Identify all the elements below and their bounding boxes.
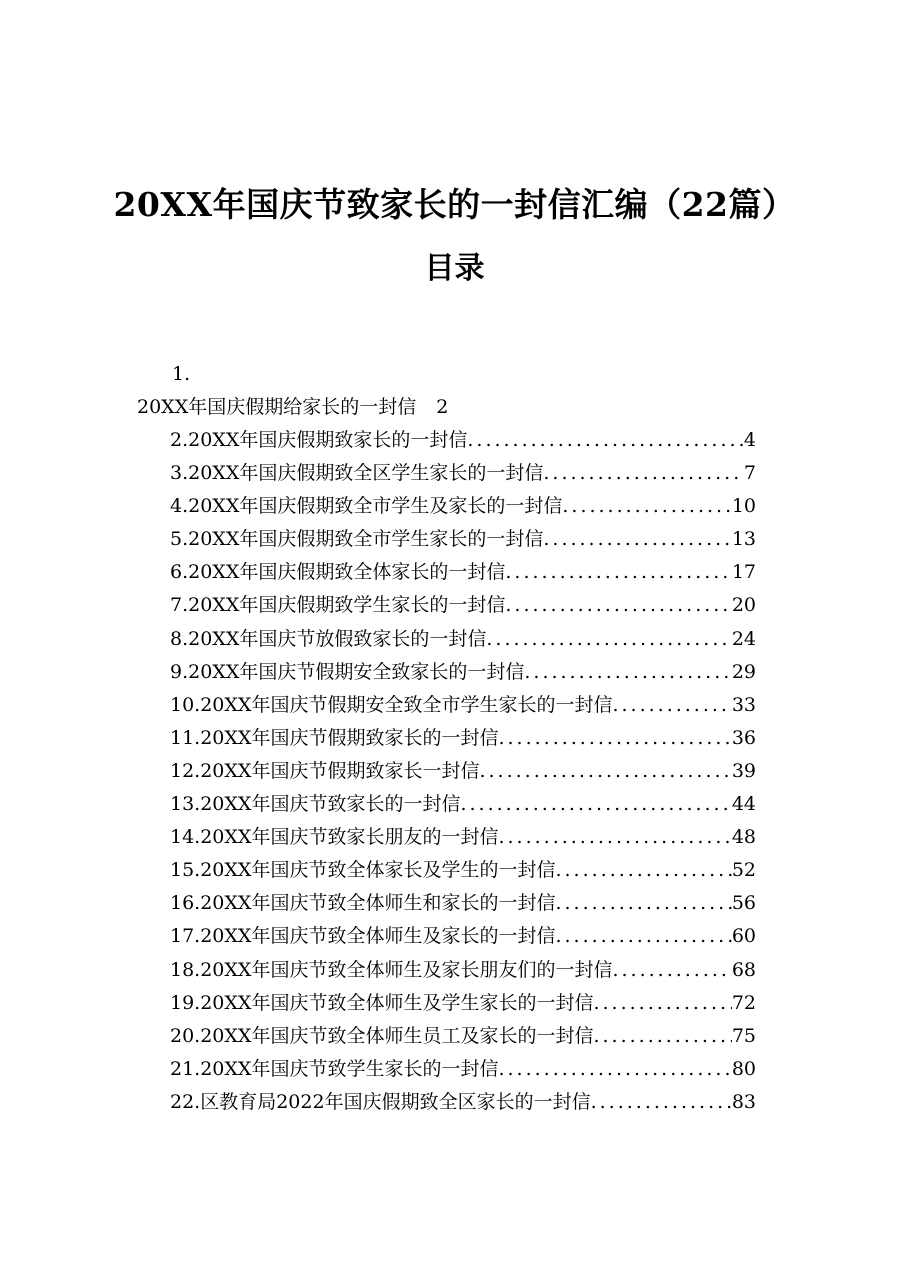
toc-entry-text: 5.20XX年国庆假期致全市学生家长的一封信 — [170, 528, 544, 551]
toc-entry-page: 60 — [731, 925, 756, 948]
toc-entry[interactable] — [170, 658, 756, 691]
toc-entry-text: 11.20XX年国庆节假期致家长的一封信 — [170, 726, 499, 749]
toc-entry-page: 24 — [731, 627, 756, 650]
toc-entry[interactable] — [170, 691, 756, 724]
toc-entry[interactable] — [170, 591, 756, 624]
toc-entry[interactable] — [170, 426, 756, 459]
toc-entry-page: 39 — [731, 759, 756, 782]
toc-entry-page: 2 — [436, 396, 449, 418]
toc-entry[interactable] — [170, 922, 756, 955]
toc-entry-text: 12.20XX年国庆节假期致家长一封信 — [170, 759, 480, 782]
toc-entry-page: 72 — [731, 991, 756, 1014]
toc-dot-leader — [593, 1022, 731, 1050]
toc-dot-leader — [498, 1055, 731, 1083]
toc-first-entry-number: 1. — [172, 363, 191, 385]
toc-entry-page: 44 — [731, 793, 756, 816]
toc-dot-leader — [498, 724, 731, 752]
toc-dot-leader — [555, 922, 731, 950]
toc-dot-leader — [498, 823, 731, 851]
toc-entry-page: 80 — [731, 1057, 756, 1080]
toc-entry-text: 15.20XX年国庆节致全体家长及学生的一封信 — [170, 859, 556, 882]
toc-entry[interactable] — [170, 625, 756, 658]
toc-entry-text: 6.20XX年国庆假期致全体家长的一封信 — [170, 561, 506, 584]
toc-entry-text: 2.20XX年国庆假期致家长的一封信 — [170, 429, 468, 451]
toc-entry-page: 56 — [731, 892, 756, 915]
toc-entry[interactable] — [170, 889, 756, 922]
table-of-contents — [170, 426, 756, 1121]
toc-dot-leader — [612, 956, 731, 984]
toc-entry[interactable] — [170, 459, 756, 492]
toc-entry[interactable] — [170, 823, 756, 856]
toc-dot-leader — [467, 426, 744, 454]
toc-entry-text: 20.20XX年国庆节致全体师生员工及家长的一封信 — [170, 1024, 594, 1047]
toc-entry-text: 17.20XX年国庆节致全体师生及家长的一封信 — [170, 925, 556, 948]
toc-entry-text: 18.20XX年国庆节致全体师生及家长朋友们的一封信 — [170, 958, 613, 981]
toc-entry-text: 8.20XX年国庆节放假致家长的一封信 — [170, 627, 487, 650]
toc-entry-text: 9.20XX年国庆节假期安全致家长的一封信 — [170, 660, 525, 683]
toc-dot-leader — [555, 856, 731, 884]
toc-entry-text: 16.20XX年国庆节致全体师生和家长的一封信 — [170, 892, 556, 915]
toc-entry-page: 7 — [743, 462, 756, 485]
toc-entry-text: 3.20XX年国庆假期致全区学生家长的一封信 — [170, 462, 544, 485]
toc-dot-leader — [486, 625, 731, 653]
toc-dot-leader — [524, 658, 731, 686]
toc-entry[interactable] — [170, 558, 756, 591]
toc-entry-page: 29 — [731, 660, 756, 683]
document-title: 20XX年国庆节致家长的一封信汇编（22篇） — [113, 185, 796, 224]
toc-entry-text: 13.20XX年国庆节致家长的一封信 — [170, 793, 461, 816]
toc-entry[interactable] — [170, 989, 756, 1022]
toc-entry-page: 20 — [731, 594, 756, 617]
toc-entry-text: 21.20XX年国庆节致学生家长的一封信 — [170, 1057, 499, 1080]
toc-entry[interactable] — [170, 492, 756, 525]
toc-entry-text: 7.20XX年国庆假期致学生家长的一封信 — [170, 594, 506, 617]
toc-entry-page: 52 — [731, 859, 756, 882]
toc-entry-text: 10.20XX年国庆节假期安全致全市学生家长的一封信 — [170, 693, 613, 716]
toc-dot-leader — [612, 691, 731, 719]
toc-entry-page: 17 — [731, 561, 756, 584]
toc-entry-page: 68 — [731, 958, 756, 981]
toc-entry[interactable] — [170, 1022, 756, 1055]
toc-entry-text: 19.20XX年国庆节致全体师生及学生家长的一封信 — [170, 991, 594, 1014]
toc-dot-leader — [593, 989, 731, 1017]
toc-entry-page: 4 — [743, 429, 756, 451]
toc-dot-leader — [562, 492, 731, 520]
toc-entry-page: 10 — [731, 495, 756, 518]
toc-entry-page: 83 — [731, 1090, 756, 1113]
toc-entry[interactable] — [170, 757, 756, 790]
toc-dot-leader — [555, 889, 731, 917]
toc-entry[interactable] — [170, 790, 756, 823]
toc-entry-text: 4.20XX年国庆假期致全市学生及家长的一封信 — [170, 495, 563, 518]
toc-dot-leader — [505, 558, 731, 586]
toc-entry-page: 13 — [731, 528, 756, 551]
toc-heading: 目录 — [424, 251, 485, 286]
toc-entry[interactable] — [170, 525, 756, 558]
toc-dot-leader — [543, 459, 744, 487]
toc-entry[interactable] — [170, 1088, 756, 1121]
toc-dot-leader — [543, 525, 731, 553]
toc-entry-page: 75 — [731, 1024, 756, 1047]
toc-entry-text: 14.20XX年国庆节致家长朋友的一封信 — [170, 826, 499, 849]
toc-entry-text: 20XX年国庆假期给家长的一封信 — [137, 396, 417, 418]
toc-entry[interactable] — [170, 956, 756, 989]
toc-entry[interactable] — [170, 856, 756, 889]
toc-entry-page: 33 — [731, 693, 756, 716]
toc-dot-leader — [460, 790, 731, 818]
toc-dot-leader — [505, 591, 731, 619]
toc-entry-page: 36 — [731, 726, 756, 749]
toc-entry[interactable] — [170, 1055, 756, 1088]
toc-entry-page: 48 — [731, 826, 756, 849]
toc-entry[interactable] — [170, 724, 756, 757]
toc-dot-leader — [591, 1088, 732, 1116]
toc-dot-leader — [479, 757, 731, 785]
toc-first-entry[interactable] — [137, 393, 448, 421]
toc-entry-text: 22.区教育局2022年国庆假期致全区家长的一封信 — [170, 1090, 591, 1113]
